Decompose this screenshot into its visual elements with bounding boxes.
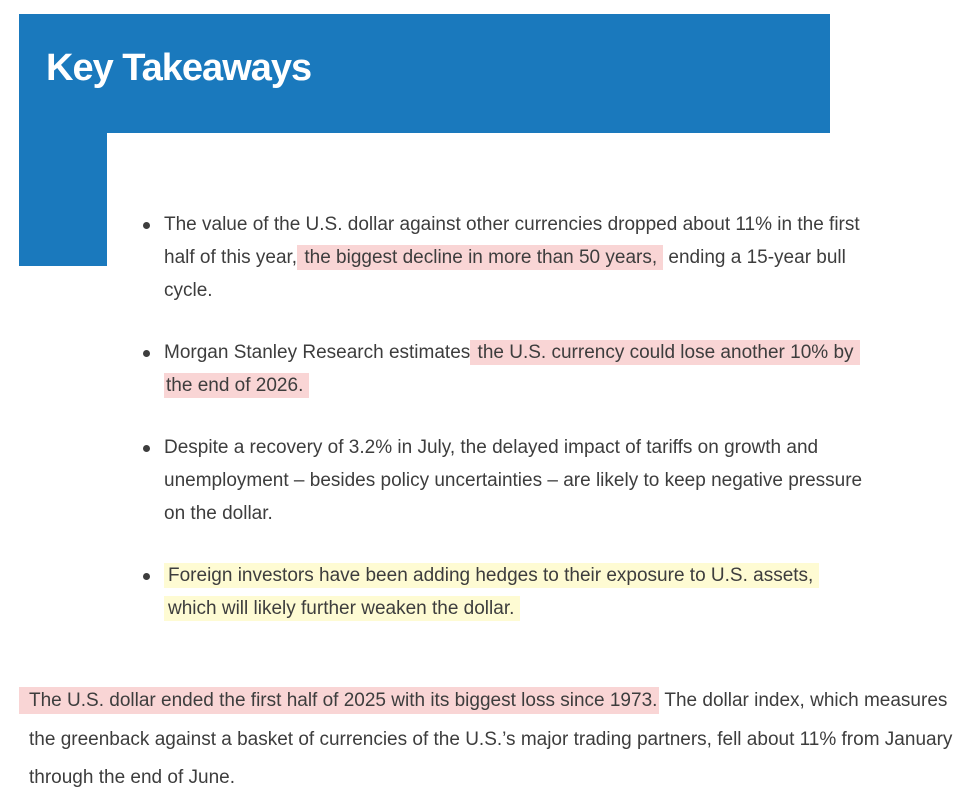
takeaway-item xyxy=(164,559,864,625)
takeaway-highlight: the U.S. currency could lose another 10% by the end of 2026. xyxy=(164,340,860,398)
paragraph-highlight: The U.S. dollar ended the first half of 2025 with its biggest loss since 1973. xyxy=(19,687,659,714)
takeaways-list xyxy=(164,208,864,654)
takeaway-highlight: the biggest decline in more than 50 years, xyxy=(297,245,663,270)
bullet-icon xyxy=(143,222,150,229)
key-takeaways-title: Key Takeaways xyxy=(46,47,312,89)
takeaway-text: The value of the U.S. dollar against other currencies dropped about 11% in the first half of this year, xyxy=(164,214,860,268)
takeaway-item xyxy=(164,208,864,307)
bullet-icon xyxy=(143,445,150,452)
takeaway-text: Morgan Stanley Research estimates xyxy=(164,342,471,363)
takeaway-text: Despite a recovery of 3.2% in July, the delayed impact of tariffs on growth and unemployment – besides policy uncertainties – are likely to keep negative pressure on the dollar. xyxy=(164,437,863,524)
paragraph-text: The dollar index, which measures the greenback against a basket of currencies of the U.S.’s major trading partners, fell about 11% from January through the end of June. xyxy=(29,690,953,788)
takeaway-item xyxy=(164,336,864,402)
bullet-icon xyxy=(143,350,150,357)
article-paragraph xyxy=(29,682,954,798)
key-takeaways-banner-side xyxy=(19,133,107,266)
takeaway-highlight-yellow: Foreign investors have been adding hedges to their exposure to U.S. assets, which will likely further weaken the dollar. xyxy=(164,563,819,621)
takeaway-text-tail: ending a 15-year bull cycle. xyxy=(164,247,846,301)
takeaway-item xyxy=(164,431,864,530)
bullet-icon xyxy=(143,573,150,580)
